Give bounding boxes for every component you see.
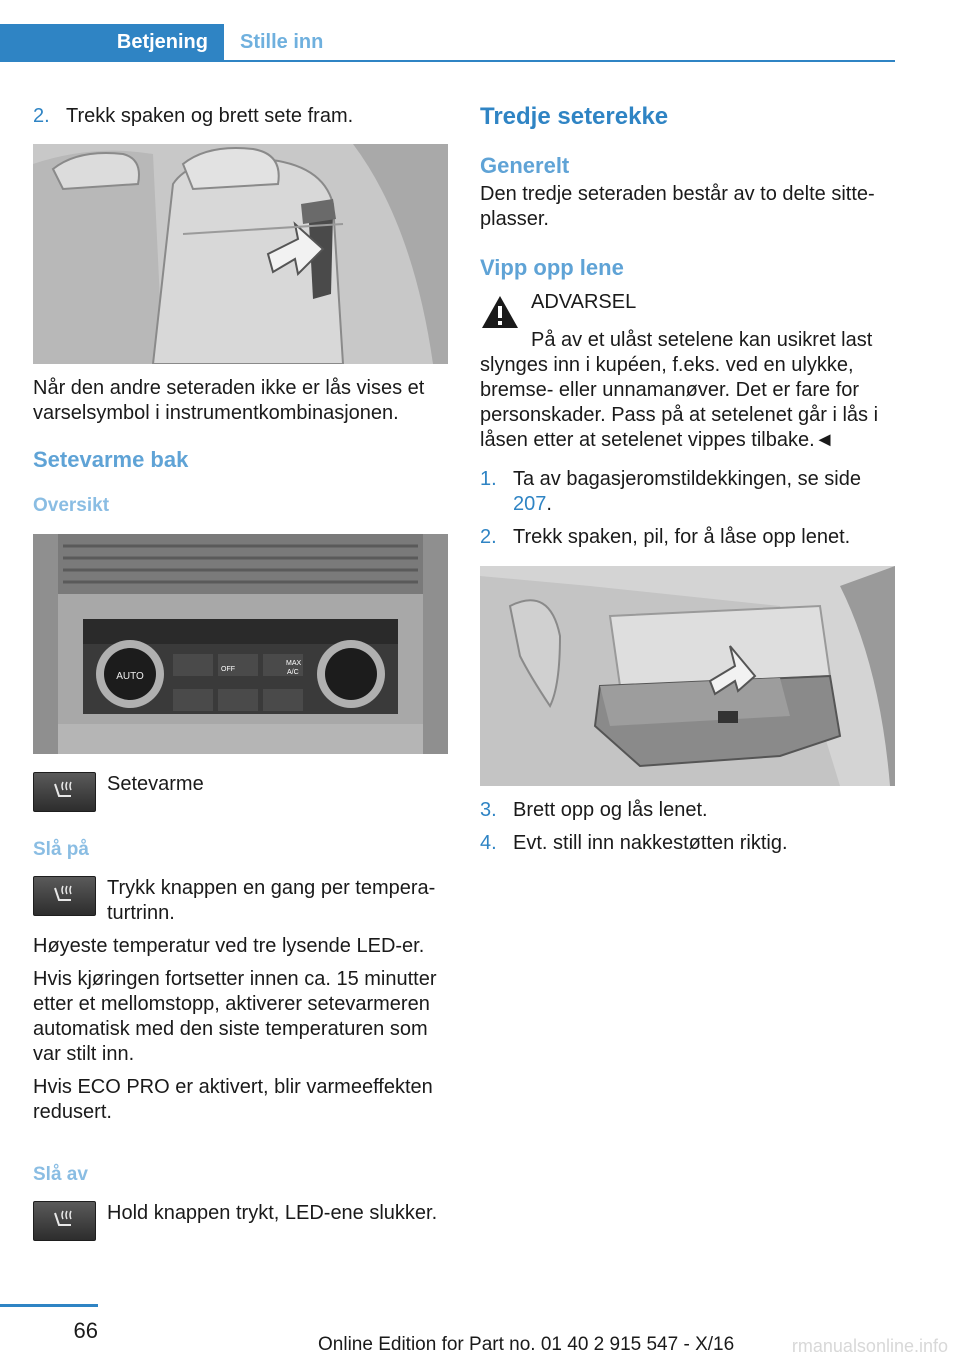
step-text: Brett opp og lås lenet.: [513, 799, 708, 821]
control-panel-illustration: [33, 534, 448, 754]
icon-row-press: [33, 874, 448, 926]
watermark: rmanualsonline.info: [791, 1336, 948, 1356]
icon-row-hold: [33, 1199, 448, 1241]
warning-block: [480, 290, 895, 330]
step-number: 3.: [480, 799, 497, 821]
hold-instruction: Hold knappen trykt, LED-ene slukker.: [107, 1202, 438, 1224]
seat-heating-icon: [33, 876, 96, 916]
footer-divider: [0, 1304, 98, 1307]
right-column: [480, 100, 895, 856]
third-row-illustration: [480, 566, 895, 786]
step-4-right: [480, 831, 895, 856]
step-1-right: [480, 467, 895, 517]
header: [0, 24, 895, 62]
panel-ac-label: A/C: [287, 669, 299, 676]
heading-third-row: Tredje seterekke: [480, 103, 669, 130]
figure-control-panel: [33, 534, 448, 754]
panel-off-label: OFF: [221, 666, 235, 673]
step-number: 2.: [480, 526, 497, 548]
step-2-right: [480, 525, 895, 550]
para-warning-symbol: Når den andre seteraden ikke er lås vises et varselsymbol i instrumentkombinasjonen.: [33, 377, 425, 424]
step-number: 4.: [480, 832, 497, 854]
step-text: [513, 467, 895, 517]
seat-heating-icon: [33, 1201, 96, 1241]
step-text: Evt. still inn nakkestøtten riktig.: [513, 832, 788, 854]
figure-third-row: [480, 566, 895, 786]
seat-heating-label: Setevarme: [107, 773, 204, 795]
heading-fold-up: Vipp opp lene: [480, 255, 624, 280]
heading-switch-on: Slå på: [33, 839, 89, 860]
step-text-a: Ta av bagasjeromstildekkingen, se side: [513, 468, 861, 490]
step-text-b: .: [546, 493, 552, 515]
para-eco-pro: Hvis ECO PRO er aktivert, blir varmeeffekten redusert.: [33, 1076, 433, 1123]
step-3-right: [480, 798, 895, 823]
seat-lever-illustration: [33, 144, 448, 364]
page-ref-link[interactable]: 207: [513, 493, 547, 515]
step-number: 1.: [480, 468, 497, 490]
tab-stille-inn[interactable]: Stille inn: [240, 30, 324, 53]
step-text: Trekk spaken og brett sete fram.: [66, 105, 354, 127]
header-divider: [0, 60, 895, 62]
heading-overview: Oversikt: [33, 495, 110, 516]
warning-text: På av et ulåst setelene kan usikret last slynges inn i kupéen, f.eks. ved en ulykke, bremse- eller unnamanøver. Det er fare for personskader. Pass på at setelenet går i lås i låsen etter at setelenet vippes tilbake.◄: [480, 329, 879, 451]
warning-icon: [480, 294, 520, 330]
tab-betjening[interactable]: Betjening: [0, 24, 224, 60]
heading-seat-heating: Setevarme bak: [33, 447, 189, 472]
edition-text: Online Edition for Part no. 01 40 2 915 547 - X/16: [318, 1334, 735, 1355]
seat-heating-icon: [33, 772, 96, 812]
panel-max-label: MAX: [286, 660, 302, 667]
heading-general: Generelt: [480, 153, 570, 178]
icon-row-seat-heating: [33, 770, 448, 812]
para-drive-continue: Hvis kjøringen fortsetter innen ca. 15 minutter etter et mellomstopp, aktiverer setevarmeren automatisk med den siste temperaturen som var stilt inn.: [33, 968, 437, 1065]
step-text: Trekk spaken, pil, for å låse opp lenet.: [513, 526, 851, 548]
page-number: 66: [73, 1318, 98, 1343]
panel-auto-label: AUTO: [116, 671, 144, 682]
press-instruction: Trykk knappen en gang per tempera‐turtrinn.: [107, 877, 436, 924]
figure-seat-lever: [33, 144, 448, 364]
warning-title: ADVARSEL: [531, 291, 637, 313]
heading-switch-off: Slå av: [33, 1164, 88, 1185]
para-highest-temp: Høyeste temperatur ved tre lysende LED-er.: [33, 935, 425, 957]
left-column: [33, 100, 448, 1241]
para-general: Den tredje seteraden består av to delte sitte‐plasser.: [480, 183, 875, 230]
step-number: 2.: [33, 105, 50, 127]
step-2-left: [33, 104, 448, 129]
